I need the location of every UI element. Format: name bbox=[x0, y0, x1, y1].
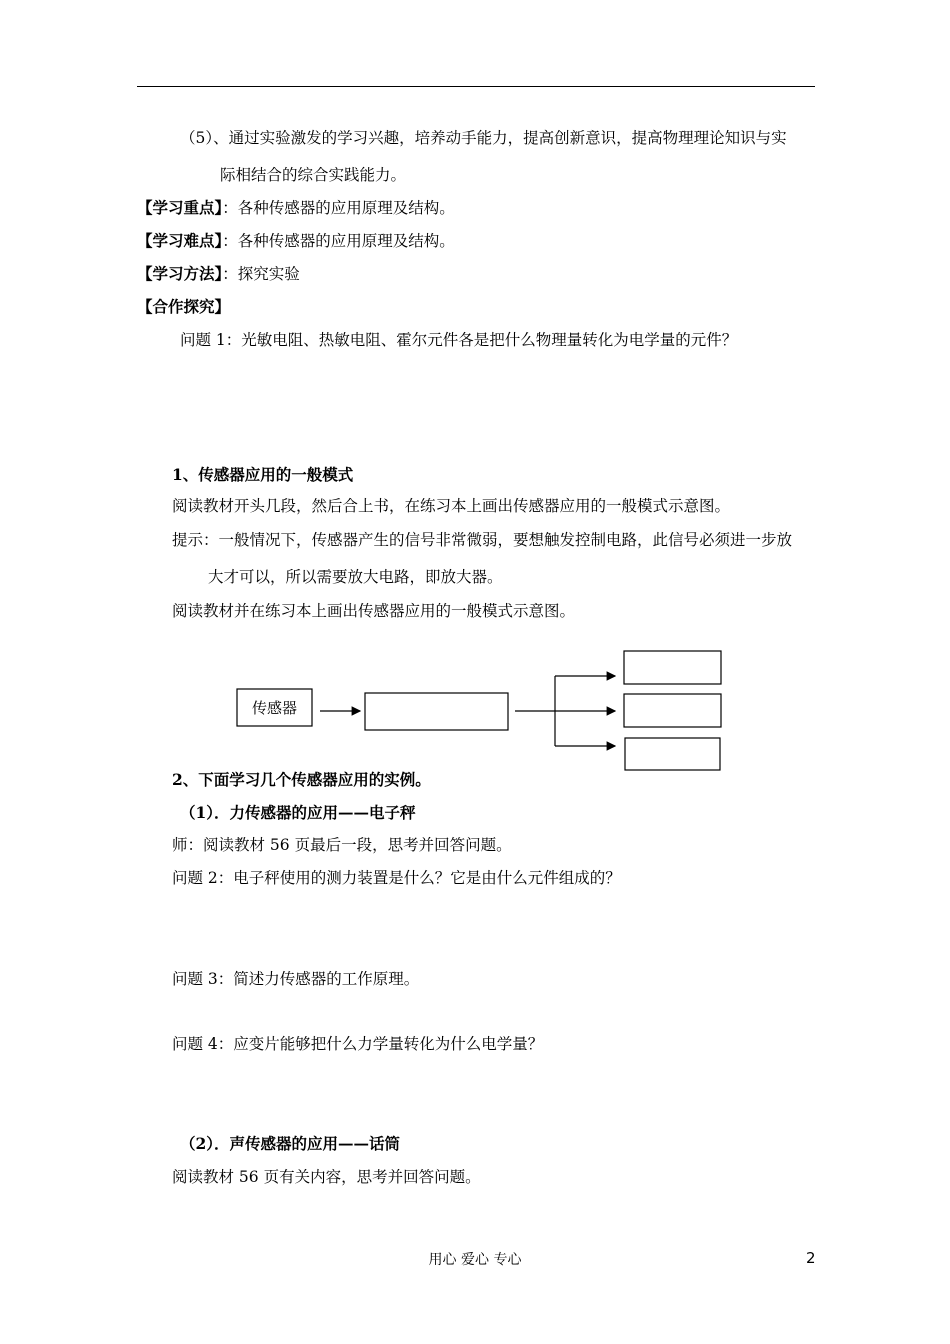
objective-5-line-2: 际相结合的综合实践能力。 bbox=[220, 166, 407, 184]
sensor-box-label: 传感器 bbox=[251, 699, 298, 717]
cooperation-heading: 【合作探究】 bbox=[137, 297, 231, 316]
teacher-instruction: 师：阅读教材 56 页最后一段，思考并回答问题。 bbox=[172, 836, 512, 854]
reading-instruction-1: 阅读教材开头几段，然后合上书，在练习本上画出传感器应用的一般模式示意图。 bbox=[172, 497, 731, 515]
output-box-1 bbox=[624, 651, 721, 684]
question-3: 问题 3：简述力传感器的工作原理。 bbox=[172, 970, 420, 988]
output-box-2 bbox=[624, 694, 721, 727]
hint-line-2: 大才可以，所以需要放大电路，即放大器。 bbox=[208, 568, 503, 586]
difficulty-row bbox=[137, 231, 455, 251]
reading-instruction-3: 阅读教材 56 页有关内容，思考并回答问题。 bbox=[172, 1168, 481, 1186]
focus-label: 【学习重点】 bbox=[137, 198, 223, 217]
difficulty-text: ：各种传感器的应用原理及结构。 bbox=[222, 232, 455, 250]
question-2: 问题 2：电子秤使用的测力装置是什么？它是由什么元件组成的？ bbox=[172, 869, 621, 887]
sensor-mode-diagram bbox=[230, 640, 730, 780]
objective-5-line-1: （5）、通过实验激发的学习兴趣，培养动手能力，提高创新意识，提高物理理论知识与实 bbox=[180, 129, 787, 147]
footer-slogan: 用心 爱心 专心 bbox=[428, 1252, 522, 1268]
header-rule bbox=[137, 86, 815, 87]
method-row bbox=[137, 264, 300, 284]
amplifier-box bbox=[365, 693, 508, 730]
subsection-2-heading: （2）．声传感器的应用——话筒 bbox=[180, 1134, 401, 1153]
section-1-heading: 1、传感器应用的一般模式 bbox=[172, 465, 354, 484]
hint-line-1: 提示：一般情况下，传感器产生的信号非常微弱，要想触发控制电路，此信号必须进一步放 bbox=[172, 531, 793, 549]
method-text: ：探究实验 bbox=[222, 265, 300, 283]
page-number: 2 bbox=[806, 1249, 816, 1267]
section-2-heading: 2、下面学习几个传感器应用的实例。 bbox=[172, 770, 431, 789]
question-4: 问题 4：应变片能够把什么力学量转化为什么电学量？ bbox=[172, 1035, 544, 1053]
reading-instruction-2: 阅读教材并在练习本上画出传感器应用的一般模式示意图。 bbox=[172, 602, 576, 620]
focus-text: ：各种传感器的应用原理及结构。 bbox=[222, 199, 455, 217]
focus-row bbox=[137, 198, 455, 218]
difficulty-label: 【学习难点】 bbox=[137, 231, 223, 250]
subsection-1-heading: （1）．力传感器的应用——电子秤 bbox=[180, 803, 416, 822]
question-1: 问题 1：光敏电阻、热敏电阻、霍尔元件各是把什么物理量转化为电学量的元件？ bbox=[180, 331, 738, 349]
output-box-3 bbox=[625, 738, 720, 770]
method-label: 【学习方法】 bbox=[137, 264, 223, 283]
